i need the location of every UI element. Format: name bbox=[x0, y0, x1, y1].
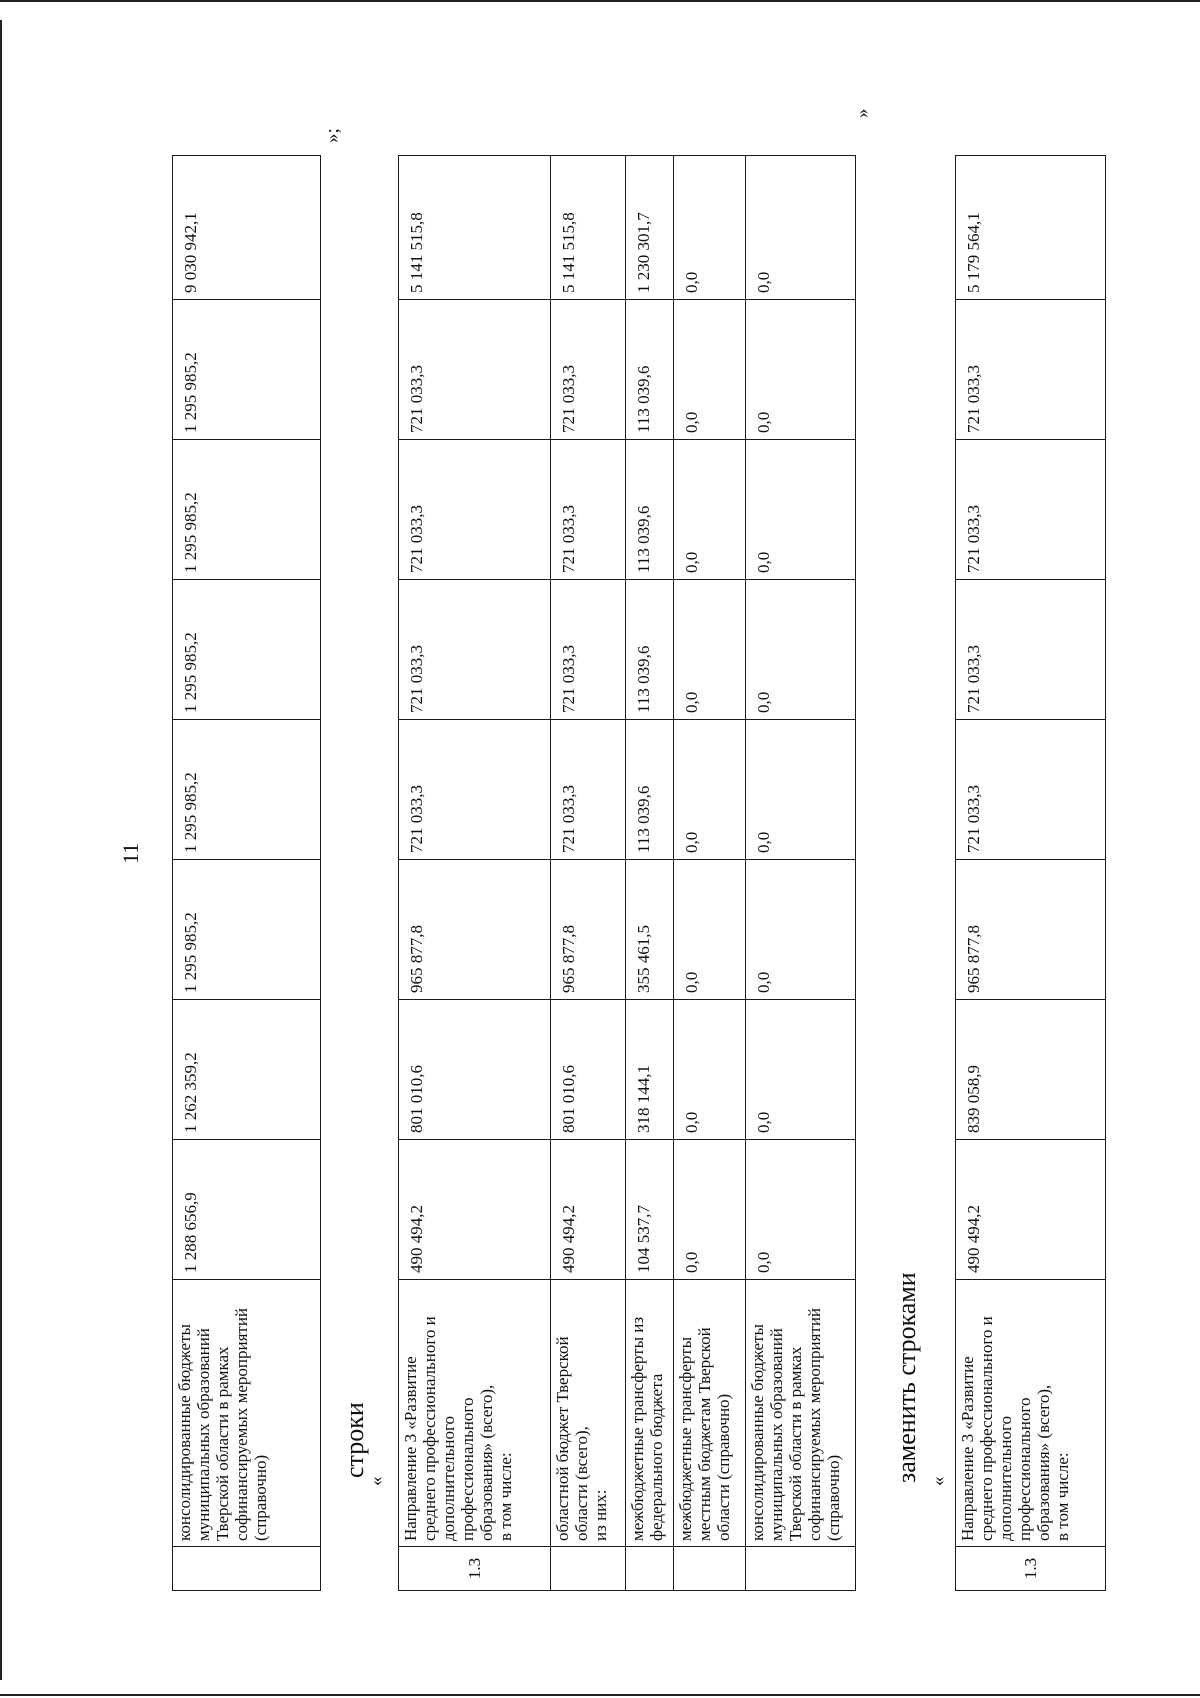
value-cell: 721 033,3 bbox=[956, 720, 1106, 860]
table-top-body bbox=[173, 156, 321, 1591]
row-description-cell: межбюджетные трансферты из федерального бюджета bbox=[626, 1280, 674, 1547]
value-cell: 965 877,8 bbox=[399, 860, 551, 1000]
open-quote-1: « bbox=[366, 1476, 387, 1486]
value-cell: 0,0 bbox=[674, 156, 746, 300]
value-cell: 490 494,2 bbox=[399, 1140, 551, 1280]
row-number-cell bbox=[551, 1547, 626, 1591]
value-cell: 721 033,3 bbox=[551, 300, 626, 440]
value-cell: 5 179 564,1 bbox=[956, 156, 1106, 300]
value-cell: 1 295 985,2 bbox=[173, 860, 321, 1000]
value-cell: 0,0 bbox=[746, 156, 856, 300]
value-cell: 801 010,6 bbox=[551, 1000, 626, 1140]
row-description-cell: Направление 3 «Развитие среднего профессионального и дополнительного профессионального образования» (всего), в том числе: bbox=[956, 1280, 1106, 1547]
row-number-cell bbox=[173, 1547, 321, 1591]
table-row bbox=[956, 156, 1106, 1591]
value-cell: 721 033,3 bbox=[956, 440, 1106, 580]
value-cell: 965 877,8 bbox=[956, 860, 1106, 1000]
value-cell: 801 010,6 bbox=[399, 1000, 551, 1140]
table-row bbox=[626, 156, 674, 1591]
row-description-cell: консолидированные бюджеты муниципальных образований Тверской области в рамках софинансируемых мероприятий (справочно) bbox=[746, 1280, 856, 1547]
value-cell: 721 033,3 bbox=[956, 580, 1106, 720]
table-row bbox=[746, 156, 856, 1591]
row-number-cell bbox=[746, 1547, 856, 1591]
value-cell: 0,0 bbox=[674, 580, 746, 720]
value-cell: 1 295 985,2 bbox=[173, 720, 321, 860]
value-cell: 0,0 bbox=[674, 440, 746, 580]
value-cell: 721 033,3 bbox=[399, 300, 551, 440]
value-cell: 1 262 359,2 bbox=[173, 1000, 321, 1140]
value-cell: 9 030 942,1 bbox=[173, 156, 321, 300]
value-cell: 113 039,6 bbox=[626, 580, 674, 720]
row-description-cell: Направление 3 «Развитие среднего профессионального и дополнительного профессионального образования» (всего), в том числе: bbox=[399, 1280, 551, 1547]
row-description-cell: консолидированные бюджеты муниципальных образований Тверской области в рамках софинансируемых мероприятий (справочно) bbox=[173, 1280, 321, 1547]
value-cell: 490 494,2 bbox=[956, 1140, 1106, 1280]
table-middle bbox=[398, 155, 856, 1591]
row-number-cell: 1.3 bbox=[956, 1547, 1106, 1591]
value-cell: 839 058,9 bbox=[956, 1000, 1106, 1140]
value-cell: 113 039,6 bbox=[626, 440, 674, 580]
value-cell: 1 230 301,7 bbox=[626, 156, 674, 300]
row-description-cell: областной бюджет Тверской области (всего), из них: bbox=[551, 1280, 626, 1547]
value-cell: 0,0 bbox=[746, 720, 856, 860]
table-bottom-body bbox=[956, 156, 1106, 1591]
value-cell: 318 144,1 bbox=[626, 1000, 674, 1140]
value-cell: 1 295 985,2 bbox=[173, 580, 321, 720]
value-cell: 1 295 985,2 bbox=[173, 300, 321, 440]
value-cell: 721 033,3 bbox=[399, 720, 551, 860]
close-quote-top: »; bbox=[322, 128, 343, 143]
value-cell: 0,0 bbox=[674, 720, 746, 860]
value-cell: 0,0 bbox=[746, 860, 856, 1000]
row-number-cell bbox=[674, 1547, 746, 1591]
row-number-cell: 1.3 bbox=[399, 1547, 551, 1591]
table-row bbox=[173, 156, 321, 1591]
page-number: 11 bbox=[118, 842, 143, 864]
table-row bbox=[551, 156, 626, 1591]
open-quote-2: « bbox=[928, 1476, 949, 1486]
value-cell: 1 295 985,2 bbox=[173, 440, 321, 580]
value-cell: 721 033,3 bbox=[551, 440, 626, 580]
value-cell: 0,0 bbox=[746, 1000, 856, 1140]
value-cell: 355 461,5 bbox=[626, 860, 674, 1000]
label-rows: строки bbox=[340, 1402, 369, 1478]
value-cell: 0,0 bbox=[746, 1140, 856, 1280]
value-cell: 0,0 bbox=[674, 1000, 746, 1140]
value-cell: 721 033,3 bbox=[399, 580, 551, 720]
value-cell: 721 033,3 bbox=[956, 300, 1106, 440]
value-cell: 0,0 bbox=[746, 300, 856, 440]
value-cell: 0,0 bbox=[746, 580, 856, 720]
value-cell: 0,0 bbox=[674, 860, 746, 1000]
close-quote-middle: » bbox=[852, 108, 873, 118]
table-row bbox=[399, 156, 551, 1591]
label-replace: заменить строками bbox=[892, 1272, 921, 1483]
value-cell: 1 288 656,9 bbox=[173, 1140, 321, 1280]
value-cell: 5 141 515,8 bbox=[551, 156, 626, 300]
table-middle-body bbox=[399, 156, 856, 1591]
value-cell: 0,0 bbox=[746, 440, 856, 580]
value-cell: 0,0 bbox=[674, 1140, 746, 1280]
value-cell: 490 494,2 bbox=[551, 1140, 626, 1280]
value-cell: 113 039,6 bbox=[626, 720, 674, 860]
value-cell: 5 141 515,8 bbox=[399, 156, 551, 300]
value-cell: 721 033,3 bbox=[399, 440, 551, 580]
value-cell: 0,0 bbox=[674, 300, 746, 440]
row-description-cell: межбюджетные трансферты местным бюджетам Тверской области (справочно) bbox=[674, 1280, 746, 1547]
value-cell: 721 033,3 bbox=[551, 720, 626, 860]
value-cell: 113 039,6 bbox=[626, 300, 674, 440]
row-number-cell bbox=[626, 1547, 674, 1591]
table-row bbox=[674, 156, 746, 1591]
table-top bbox=[172, 155, 321, 1591]
table-bottom bbox=[955, 155, 1106, 1591]
value-cell: 965 877,8 bbox=[551, 860, 626, 1000]
value-cell: 721 033,3 bbox=[551, 580, 626, 720]
value-cell: 104 537,7 bbox=[626, 1140, 674, 1280]
